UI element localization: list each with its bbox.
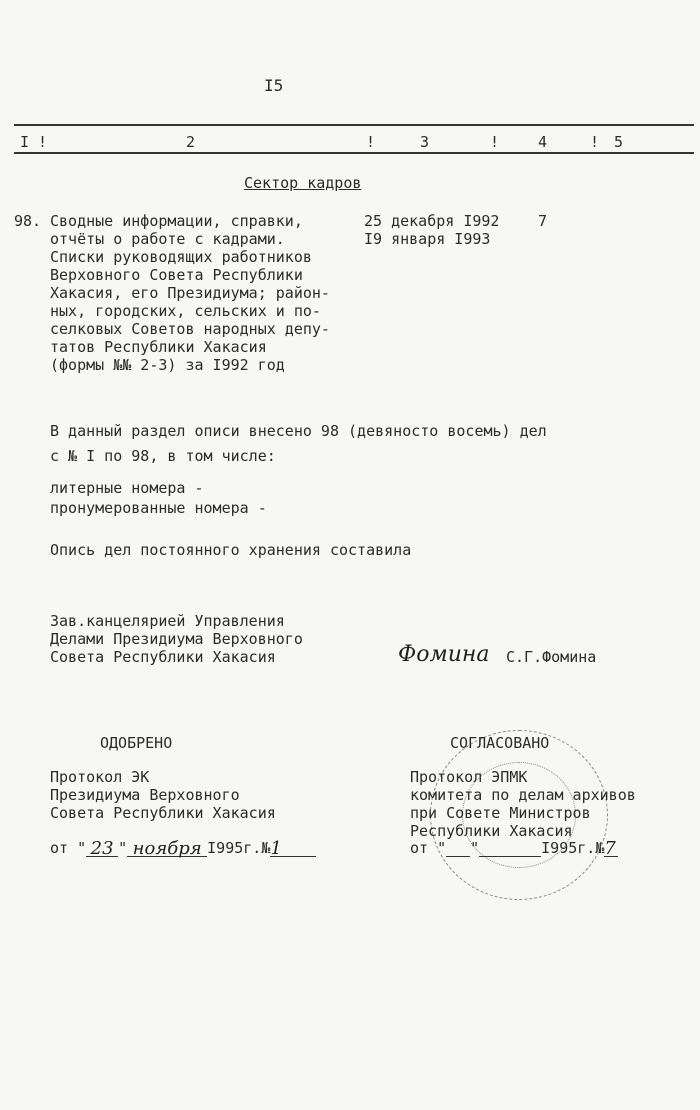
item-sheets: 7 <box>538 212 548 230</box>
column-header-5: 5 <box>614 133 624 151</box>
approved-number: 1 <box>270 838 316 857</box>
column-header-3: 3 <box>420 133 430 151</box>
header-bottom-rule <box>14 152 694 154</box>
agreed-date-line: от " " I995г.№7 <box>410 838 618 857</box>
agreed-heading: СОГЛАСОВАНО <box>450 734 550 752</box>
summary-line-1: В данный раздел описи внесено 98 (девяносто восемь) дел <box>50 422 547 440</box>
agreed-protocol: Протокол ЭПМК комитета по делам архивов при Совете Министров Республики Хакасия <box>410 768 636 840</box>
item-title: Сводные информации, справки, отчёты о работе с кадрами. Списки руководящих работников Верховного Совета Республики Хакасия, его Президиума; район- ных, городских, сельских и по- селковых Советов народных депу- татов Республики Хакасия (формы №№ 2-3) за I992 год <box>50 212 330 374</box>
column-header-4: 4 <box>538 133 548 151</box>
literal-numbers: литерные номера - <box>50 479 204 497</box>
approved-day: 23 <box>86 838 118 857</box>
column-header-1: I ! <box>20 133 48 151</box>
page-number: I5 <box>264 76 284 95</box>
skipped-numbers: пронумерованные номера - <box>50 499 267 517</box>
summary-line-2: с № I по 98, в том числе: <box>50 447 276 465</box>
approved-protocol: Протокол ЭК Президиума Верховного Совета Республики Хакасия <box>50 768 276 822</box>
compiler-name: С.Г.Фомина <box>506 648 597 666</box>
approved-date-line: от " 23 " ноября I995г.№1 <box>50 838 316 857</box>
compiler-position: Зав.канцелярией Управления Делами Президиума Верховного Совета Республики Хакасия <box>50 612 303 666</box>
item-dates: 25 декабря I992 I9 января I993 <box>364 212 500 248</box>
column-header-sep: ! <box>590 133 600 151</box>
column-header-sep: ! <box>490 133 500 151</box>
header-top-rule <box>14 124 694 126</box>
section-title: Сектор кадров <box>244 174 362 192</box>
compiler-signature: Фомина <box>398 642 490 667</box>
item-number: 98. <box>14 212 42 230</box>
approved-month: ноября <box>127 838 207 857</box>
approved-heading: ОДОБРЕНО <box>100 734 173 752</box>
compiled-statement: Опись дел постоянного хранения составила <box>50 541 412 559</box>
agreed-day <box>446 838 470 857</box>
agreed-month <box>479 838 541 857</box>
column-header-2: 2 <box>186 133 196 151</box>
column-header-sep: ! <box>366 133 376 151</box>
agreed-number: 7 <box>604 838 618 857</box>
